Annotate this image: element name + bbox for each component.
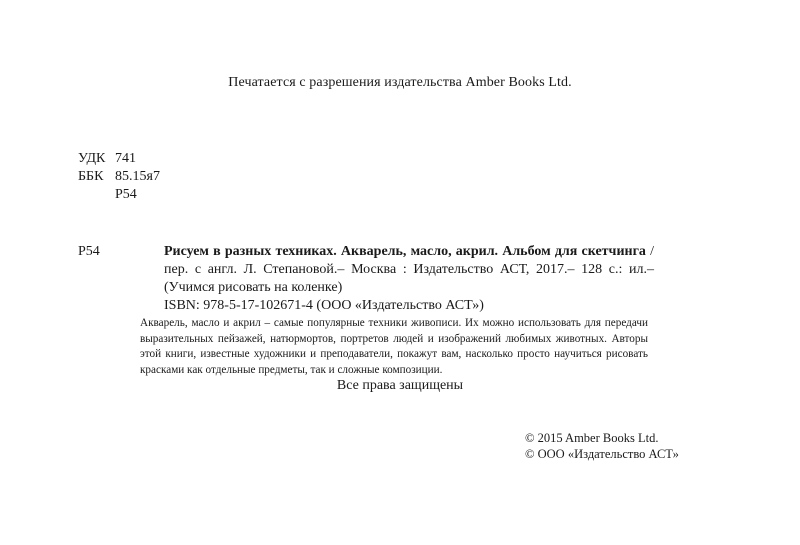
classification-code: УДК — [78, 151, 106, 166]
classification-value: 85.15я7 — [115, 169, 160, 184]
copyright-line: © 2015 Amber Books Ltd. — [525, 431, 659, 445]
classification-row-udk — [78, 150, 160, 168]
classification-row-author-sign — [78, 186, 160, 204]
copyright-block — [525, 430, 679, 462]
entry-description — [164, 243, 654, 297]
isbn-line: ISBN: 978-5-17-102671-4 (ООО «Издательство АСТ») — [164, 298, 484, 313]
entry-details: / пер. с англ. Л. Степановой.– Москва : Издательство АСТ, 2017.– 128 с.: ил.– (Учимся рисовать на коленке) — [164, 244, 654, 295]
classification-value: Р54 — [115, 187, 137, 202]
permission-notice: Печатается с разрешения издательства Amber Books Ltd. — [228, 75, 572, 90]
classification-row-bbk — [78, 168, 160, 186]
classification-block — [78, 150, 160, 204]
copyright-line: © ООО «Издательство АСТ» — [525, 447, 679, 461]
classification-code: ББК — [78, 169, 104, 184]
book-annotation: Акварель, масло и акрил – самые популярные техники живописи. Их можно использовать для передачи выразительных пейзажей, натюрмортов, портретов людей и изображений любимых животных. Авторы этой книги, известные художники и преподаватели, покажут вам, насколько просто научиться рисовать красками как отдельные предметы, так и сложные композиции. — [140, 317, 648, 376]
rights-notice: Все права защищены — [336, 378, 464, 393]
book-title: Рисуем в разных техниках. Акварель, масло, акрил. Альбом для скетчинга — [164, 244, 646, 259]
classification-value: 741 — [115, 151, 136, 166]
entry-author-sign: Р54 — [78, 244, 100, 259]
classification-code — [78, 186, 115, 204]
